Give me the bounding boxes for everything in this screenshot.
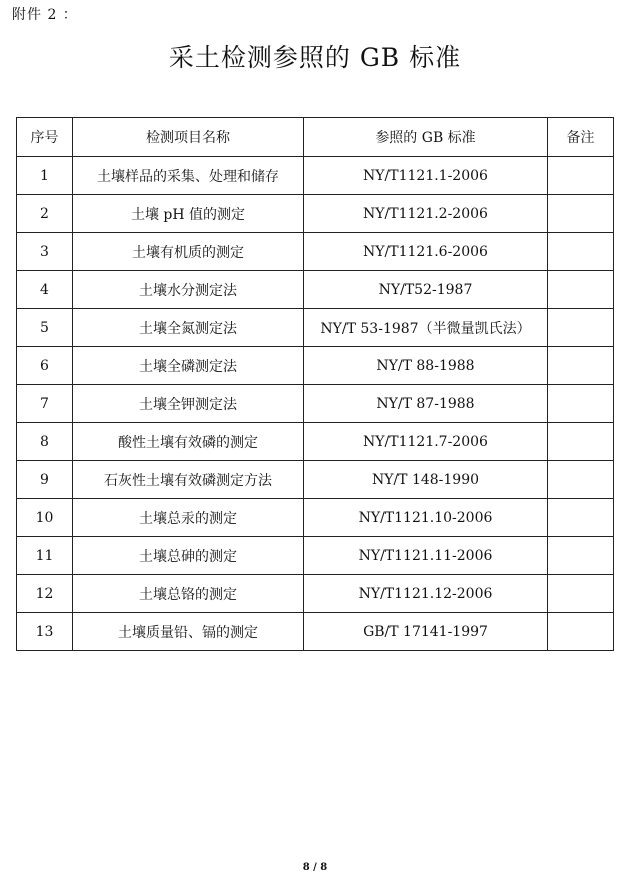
table-row (17, 195, 614, 233)
standards-table (16, 117, 614, 651)
cell-item: 土壤总铬的测定 (73, 575, 304, 613)
cell-standard: NY/T1121.10-2006 (304, 499, 548, 537)
table-row (17, 613, 614, 651)
table-row (17, 423, 614, 461)
cell-note (548, 347, 614, 385)
cell-standard: NY/T 148-1990 (304, 461, 548, 499)
cell-note (548, 423, 614, 461)
cell-item: 土壤质量铅、镉的测定 (73, 613, 304, 651)
page-number: 8 / 8 (302, 862, 328, 873)
cell-seq: 4 (17, 271, 73, 309)
cell-item: 土壤总砷的测定 (73, 537, 304, 575)
attachment-label: 附件 2 ： (12, 7, 78, 23)
cell-item: 土壤有机质的测定 (73, 233, 304, 271)
cell-standard: NY/T52-1987 (304, 271, 548, 309)
cell-seq: 7 (17, 385, 73, 423)
cell-item: 土壤 pH 值的测定 (73, 195, 304, 233)
cell-item: 土壤水分测定法 (73, 271, 304, 309)
cell-seq: 5 (17, 309, 73, 347)
cell-note (548, 271, 614, 309)
column-header-standard: 参照的 GB 标准 (304, 118, 548, 157)
cell-seq: 2 (17, 195, 73, 233)
cell-seq: 6 (17, 347, 73, 385)
table-row (17, 499, 614, 537)
table-row (17, 537, 614, 575)
cell-seq: 13 (17, 613, 73, 651)
cell-standard: NY/T1121.2-2006 (304, 195, 548, 233)
cell-note (548, 309, 614, 347)
cell-standard: NY/T1121.7-2006 (304, 423, 548, 461)
cell-standard: GB/T 17141-1997 (304, 613, 548, 651)
cell-standard: NY/T1121.1-2006 (304, 157, 548, 195)
table-header-row (17, 118, 614, 157)
column-header-seq: 序号 (17, 118, 73, 157)
table-row (17, 271, 614, 309)
cell-standard: NY/T1121.6-2006 (304, 233, 548, 271)
cell-item: 土壤总汞的测定 (73, 499, 304, 537)
document-title: 采土检测参照的 GB 标准 (168, 43, 462, 72)
cell-standard: NY/T 88-1988 (304, 347, 548, 385)
cell-item: 土壤样品的采集、处理和储存 (73, 157, 304, 195)
table-row (17, 385, 614, 423)
cell-seq: 1 (17, 157, 73, 195)
cell-seq: 8 (17, 423, 73, 461)
cell-item: 土壤全氮测定法 (73, 309, 304, 347)
cell-note (548, 195, 614, 233)
cell-standard: NY/T 87-1988 (304, 385, 548, 423)
cell-note (548, 613, 614, 651)
cell-note (548, 499, 614, 537)
cell-seq: 11 (17, 537, 73, 575)
cell-item: 土壤全钾测定法 (73, 385, 304, 423)
cell-standard: NY/T 53-1987（半微量凯氏法） (304, 309, 548, 347)
table-row (17, 347, 614, 385)
cell-item: 石灰性土壤有效磷测定方法 (73, 461, 304, 499)
cell-note (548, 385, 614, 423)
table-row (17, 233, 614, 271)
column-header-item: 检测项目名称 (73, 118, 304, 157)
table-row (17, 309, 614, 347)
cell-standard: NY/T1121.12-2006 (304, 575, 548, 613)
cell-seq: 9 (17, 461, 73, 499)
cell-note (548, 575, 614, 613)
cell-note (548, 461, 614, 499)
table-row (17, 157, 614, 195)
table-row (17, 575, 614, 613)
cell-item: 酸性土壤有效磷的测定 (73, 423, 304, 461)
cell-note (548, 233, 614, 271)
cell-note (548, 157, 614, 195)
cell-seq: 3 (17, 233, 73, 271)
cell-standard: NY/T1121.11-2006 (304, 537, 548, 575)
cell-note (548, 537, 614, 575)
cell-seq: 12 (17, 575, 73, 613)
column-header-note: 备注 (548, 118, 614, 157)
cell-item: 土壤全磷测定法 (73, 347, 304, 385)
table-row (17, 461, 614, 499)
cell-seq: 10 (17, 499, 73, 537)
